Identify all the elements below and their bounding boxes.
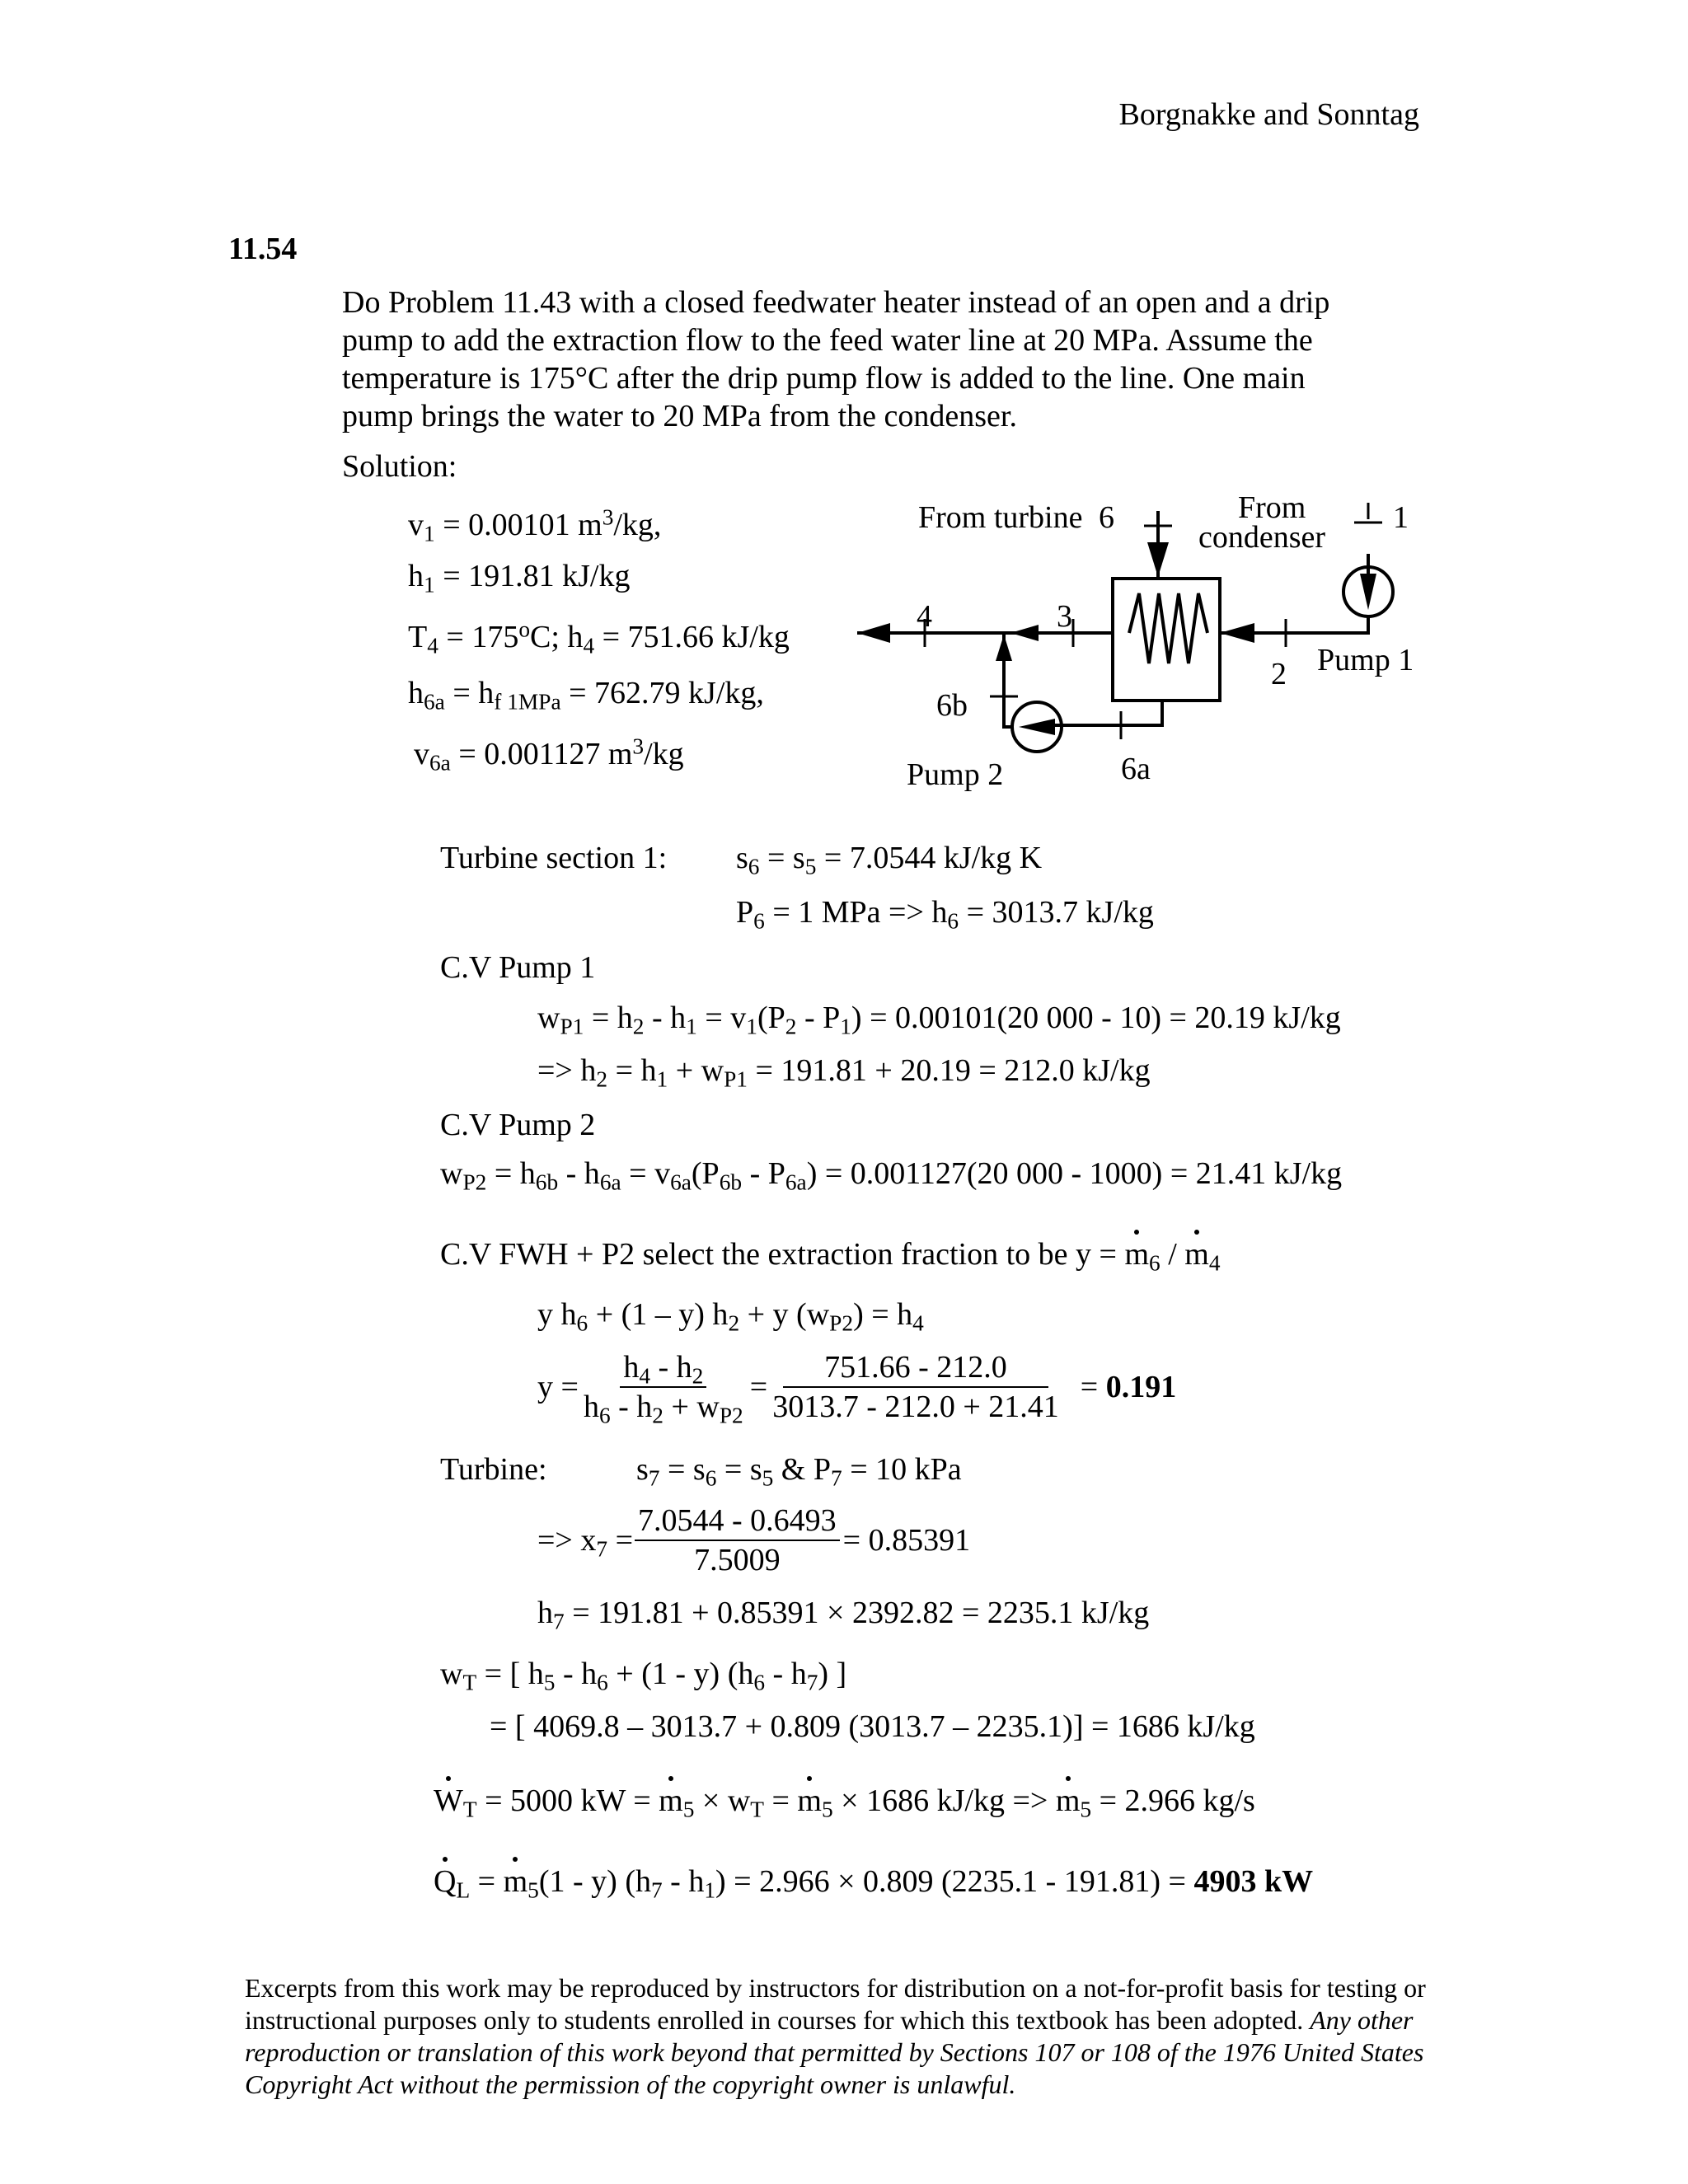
statement-line: pump to add the extraction flow to the feed water line at 20 MPa. Assume the [342, 323, 1313, 358]
feedwater-heater-diagram [857, 486, 1434, 799]
copyright-footer: Excerpts from this work may be reproduced by instructors for distribution on a not-for-profit basis for testing or instructional purposes only to students enrolled in courses for which this textbook has been adopted. Any other reproduction or translation of this work beyond that permitted by Sections 107 or 108 of the 1976 United States Copyright Act without the permission of the copyright owner is unlawful. [245, 1973, 1426, 2099]
given-h1: $h_1 = 191.81$ kJ/kg [408, 559, 631, 598]
given-h6a: $h_{6a} = h_{f 1MPa} = 762.79$ kJ/kg, [408, 676, 764, 715]
cv-pump1-h2: => $h_2 = h_1 + w_{P1} = 191.81 + 20.19 = 212.0$ kJ/kg [537, 1053, 1151, 1092]
turbine1-h6: $P_6 = 1$ MPa => $h_6 = 3013.7$ kJ/kg [736, 895, 1154, 934]
condenser-heat: $Q_L = m_5(1 - y)$ $(h_7 - h_1) = 2.966 \times 0.809$ (2235.1 - 191.81) = 4903 kW [434, 1864, 1314, 1903]
given-v1: $v_1 = 0.00101$ $m^3/kg$, [408, 504, 662, 546]
from-condenser-label: From [1238, 490, 1306, 525]
state-3-label: 3 [1057, 599, 1072, 634]
state-1-label: 1 [1393, 500, 1409, 535]
solution-label: Solution: [342, 449, 457, 484]
problem-number: 11.54 [228, 232, 298, 266]
turbine-state7: $s_7 = s_6 = s_5$ & $P_7 = 10$ kPa [636, 1452, 962, 1491]
cv-fwh-balance: y $h_6 + (1 - y) h_2 + y$ $(w_{P2}) = h_4$ [537, 1297, 924, 1336]
header-authors: Borgnakke and Sonntag [1118, 97, 1419, 132]
turbine-power: $W_T = 5000$ kW = $m_5 \times w_T = m_5 \times 1686$ $kJ/kg => m_5 = 2.966$ kg/s [434, 1783, 1255, 1822]
given-t4-h4: $T_4 = 175^oC$; $h_4 = 751.66$ kJ/kg [408, 616, 790, 658]
given-v6a: $v_{6a} = 0.001127$ $m^3/kg$ [414, 733, 684, 776]
turbine-wt-value: = [ 4069.8 – 3013.7 + 0.809 (3013.7 – 2235.1)] = 1686 kJ/kg [490, 1709, 1255, 1744]
condenser-label: condenser [1198, 520, 1326, 555]
cv-fwh-title: C.V FWH + P2 select the extraction fraction to be $y = m_6 / m_4$ [440, 1237, 1221, 1276]
from-turbine-label: From turbine [918, 500, 1083, 535]
turbine-h7: $h_7 = 191.81 + 0.85391 \times 2392.82 = 2235.1$ kJ/kg [537, 1596, 1150, 1634]
turbine1-label: Turbine section 1: [440, 841, 668, 875]
state-4-label: 4 [917, 599, 932, 634]
cv-pump1-title: C.V Pump 1 [440, 950, 596, 985]
state-6b-label: 6b [936, 688, 968, 723]
cv-pump2-work: $w_{P2} = h_{6b} - h_{6a} = v_{6a}(P_{6b} - P_{6a}) = 0.001127(20$ 000 - 1000) = 21.41 kJ/kg [440, 1156, 1343, 1195]
state-2-label: 2 [1271, 657, 1287, 691]
turbine-label: Turbine: [440, 1452, 547, 1487]
pump1-label: Pump 1 [1317, 643, 1414, 677]
state-6-label: 6 [1099, 500, 1114, 535]
statement-line: Do Problem 11.43 with a closed feedwater heater instead of an open and a drip [342, 285, 1330, 320]
state-6a-label: 6a [1121, 752, 1151, 786]
turbine-x7: => $x_7$ = $\frac{7.0544 - 0.6493}{7.5009}$ = 0.85391 [537, 1503, 971, 1577]
heater-coil [1129, 593, 1207, 663]
turbine-wt-formula: $w_T$ = [ $h_5 - h_6 + (1 - y)$ $(h_6 - h_7)$ ] [440, 1657, 847, 1695]
statement-line: pump brings the water to 20 MPa from the condenser. [342, 399, 1017, 434]
turbine1-entropy: $s_6 = s_5 = 7.0544$ kJ/kg K [736, 841, 1043, 879]
cv-fwh-y-equation: y = $\frac{h_4 - h_2}{h_6 - h_2 + w_{P2}}$ = $\frac{751.66 - 212.0}{3013.7 - 212.0 + 21.41}$ = 0.191 [537, 1350, 1177, 1428]
pump2-label: Pump 2 [907, 757, 1004, 792]
statement-line: temperature is 175°C after the drip pump flow is added to the line. One main [342, 361, 1306, 396]
cv-pump1-work: $w_{P1} = h_2 - h_1 = v_1(P_2 - P_1) = 0.00101(20$ 000 - 10) = 20.19 kJ/kg [537, 1001, 1341, 1039]
cv-pump2-title: C.V Pump 2 [440, 1108, 596, 1142]
